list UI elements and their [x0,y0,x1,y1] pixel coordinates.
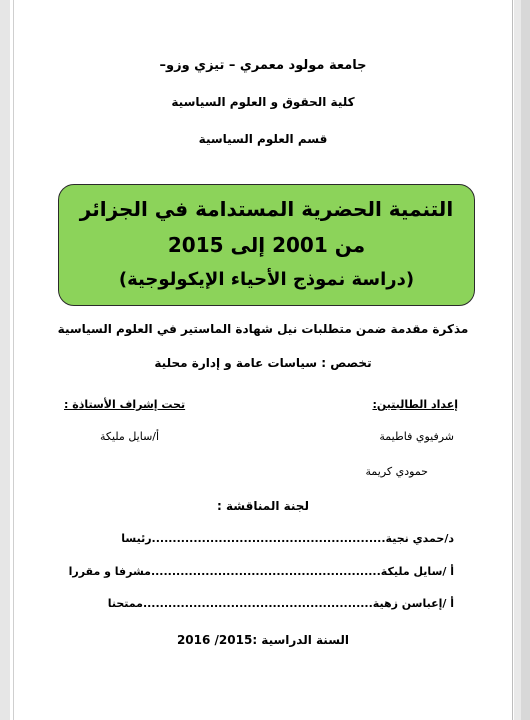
member-name: أ /سايل مليكة [380,565,454,578]
member-role: مشرفا و مقررا [68,565,151,578]
thesis-title-box [58,184,475,306]
committee-member-3 [108,597,454,610]
supervisor-name: أ/سايل مليكة [100,430,160,443]
document-page [13,0,513,720]
committee-member-2 [69,565,454,578]
scrollbar-track[interactable] [521,0,530,720]
student-1: شرفيوي فاطيمة [379,430,454,443]
thesis-subtitle: (دراسة نموذج الأحياء الإيكولوجية) [118,269,415,290]
thesis-title-line1: التنمية الحضرية المستدامة في الجزائر [79,197,454,221]
committee-title: لجنة المناقشة : [217,499,309,513]
academic-year: السنة الدراسية :2015/ 2016 [176,633,350,647]
specialty: تخصص : سياسات عامة و إدارة محلية [154,356,372,370]
department-name: قسم العلوم السياسية [198,132,328,146]
supervisor-label: تحت إشراف الأستاذة : [64,398,186,411]
member-name: د/حمدي نجية [385,532,454,545]
committee-member-1 [121,532,454,545]
prepared-by-label: إعداد الطالبتين: [372,398,458,411]
member-role: رئيسا [121,532,152,545]
member-role: ممتحنا [107,597,143,610]
faculty-name: كلية الحقوق و العلوم السياسية [171,95,355,109]
member-dots: ....................................................... [150,565,381,578]
member-dots: ........................................................ [151,532,386,545]
student-2: حمودي كريمة [365,465,428,478]
university-name: جامعة مولود معمري – تيزي وزو– [159,58,367,73]
left-window-edge [0,0,10,720]
member-name: أ /إعباسن زهية [372,597,454,610]
memo-description: مذكرة مقدمة ضمن متطلبات نيل شهادة الماستير في العلوم السياسية [57,322,469,336]
thesis-title-line2: من 2001 إلى 2015 [167,233,366,257]
member-dots: ....................................................... [142,597,373,610]
